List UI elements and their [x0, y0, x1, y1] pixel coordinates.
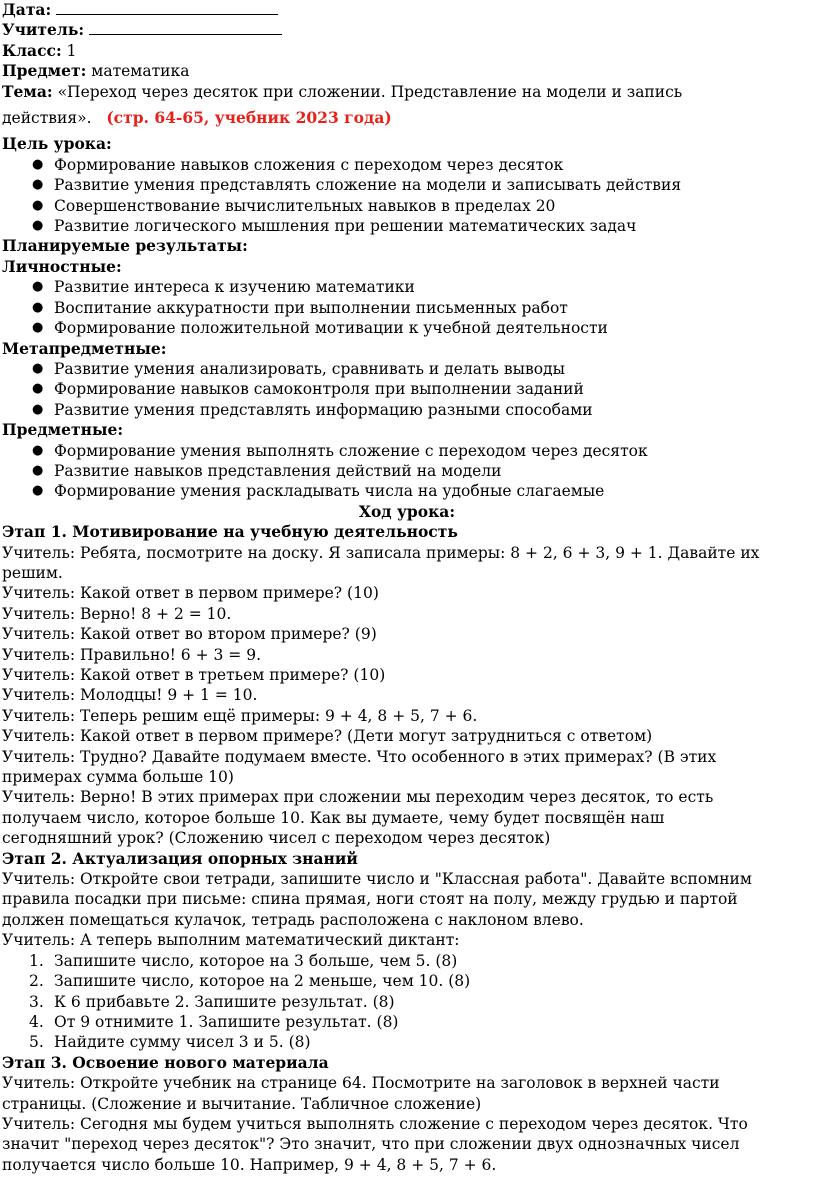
date-label: Дата: [2, 0, 52, 19]
list-item: ● Развитие логического мышления при решении математических задач [32, 217, 637, 236]
goals-list [2, 155, 812, 237]
text-line: должен помещаться кулачок, тетрадь расположена с наклоном влево. [2, 910, 584, 929]
text-line: значит "переход через десяток"? Это значит, что при сложении двух однозначных чисел [2, 1135, 740, 1154]
results-title: Планируемые результаты: [2, 236, 248, 256]
topic-label: Тема: [2, 81, 53, 101]
text-line: Учитель: Какой ответ во втором примере? (9) [2, 625, 377, 644]
list-item: ● Развитие умения представлять сложение на модели и записывать действия [32, 176, 682, 195]
text-line: Учитель: Какой ответ в первом примере? (Дети могут затрудниться с ответом) [2, 727, 653, 746]
class-label: Класс: [2, 40, 62, 60]
stage3-title: Этап 3. Освоение нового материала [2, 1052, 329, 1072]
personal-results-list [2, 277, 812, 338]
text-line: Учитель: Откройте учебник на странице 64. Посмотрите на заголовок в верхней части [2, 1074, 720, 1093]
stage2-text [2, 869, 812, 951]
topic-row-2 [2, 108, 812, 128]
text-line: решим. [2, 563, 63, 582]
subject-value: математика [91, 62, 190, 81]
subject-row [2, 61, 812, 81]
text-line: сегодняшний урок? (Сложению чисел с переходом через десяток) [2, 829, 551, 848]
date-blank-line [56, 0, 278, 15]
text-line: Учитель: Какой ответ в первом примере? (10) [2, 584, 379, 603]
list-item: ● Развитие навыков представления действий на модели [32, 461, 502, 480]
list-item: ● Развитие умения представлять информацию разными способами [32, 400, 593, 419]
stage2-title: Этап 2. Актуализация опорных знаний [2, 848, 358, 868]
meta-title: Метапредметные: [2, 338, 167, 358]
list-item: ● Формирование положительной мотивации к учебной деятельности [32, 319, 608, 338]
text-line: Учитель: Теперь решим ещё примеры: 9 + 4, 8 + 5, 7 + 6. [2, 706, 478, 725]
subject-results-title: Предметные: [2, 420, 124, 440]
teacher-row [2, 20, 812, 40]
subject-results-list [2, 441, 812, 502]
text-line: Учитель: Молодцы! 9 + 1 = 10. [2, 686, 258, 705]
topic-line2: действия». [2, 109, 92, 128]
text-line: Учитель: А теперь выполним математический диктант: [2, 931, 460, 950]
text-line: Учитель: Какой ответ в третьем примере? (10) [2, 666, 386, 684]
list-item: 1. Запишите число, которое на 3 больше, чем 5. (8) [29, 951, 458, 970]
goals-title: Цель урока: [2, 134, 112, 154]
text-line: Учитель: Ребята, посмотрите на доску. Я записала примеры: 8 + 2, 6 + 3, 9 + 1. Давайте их [2, 543, 760, 562]
stage1-text [2, 543, 812, 849]
text-line: получаем число, которое больше 10. Как вы думаете, чему будет посвящён наш [2, 808, 665, 827]
list-item: 3. К 6 прибавьте 2. Запишите результат. (8) [29, 992, 395, 1011]
text-line: правила посадки при письме: спина прямая, ноги стоят на полу, между грудью и партой [2, 890, 738, 909]
text-line: Учитель: Верно! В этих примерах при сложении мы переходим через десяток, то есть [2, 788, 714, 807]
list-item: 2. Запишите число, которое на 2 меньше, чем 10. (8) [29, 972, 471, 991]
personal-title: Личностные: [2, 256, 122, 276]
list-item: ● Формирование умения выполнять сложение с переходом через десяток [32, 441, 648, 460]
text-line: примерах сумма больше 10) [2, 768, 234, 787]
text-line: Учитель: Верно! 8 + 2 = 10. [2, 604, 232, 623]
list-item: ● Формирование умения раскладывать числа на удобные слагаемые [32, 482, 605, 501]
list-item: ● Формирование навыков сложения с переходом через десяток [32, 155, 564, 174]
list-item: ● Воспитание аккуратности при выполнении письменных работ [32, 298, 568, 317]
text-line: Учитель: Трудно? Давайте подумаем вместе. Что особенного в этих примерах? (В этих [2, 747, 717, 766]
text-line: Учитель: Откройте свои тетради, запишите число и "Классная работа". Давайте вспомним [2, 870, 752, 889]
list-item: 5. Найдите сумму чисел 3 и 5. (8) [29, 1033, 311, 1052]
topic-line1: «Переход через десяток при сложении. Представление на модели и запись [57, 82, 683, 101]
text-line: страницы. (Сложение и вычитание. Табличное сложение) [2, 1094, 482, 1113]
text-line: получается число больше 10. Например, 9 + 4, 8 + 5, 7 + 6. [2, 1155, 497, 1174]
dictation-list [2, 951, 812, 1053]
text-line: Учитель: Сегодня мы будем учиться выполнять сложение с переходом через десяток. Что [2, 1114, 748, 1133]
subject-label: Предмет: [2, 61, 87, 81]
list-item: ● Развитие умения анализировать, сравнивать и делать выводы [32, 359, 565, 378]
topic-row [2, 82, 812, 102]
list-item: 4. От 9 отнимите 1. Запишите результат. (8) [29, 1012, 399, 1031]
meta-results-list [2, 359, 812, 420]
list-item: ● Совершенствование вычислительных навыков в пределах 20 [32, 196, 556, 215]
text-line: Учитель: Правильно! 6 + 3 = 9. [2, 645, 261, 664]
class-row [2, 41, 812, 61]
stage3-text [2, 1073, 812, 1175]
list-item: ● Формирование навыков самоконтроля при выполнении заданий [32, 380, 584, 399]
teacher-label: Учитель: [2, 20, 85, 40]
list-item: ● Развитие интереса к изучению математики [32, 278, 415, 297]
teacher-blank-line [89, 20, 282, 35]
date-row [2, 0, 812, 20]
stage1-title: Этап 1. Мотивирование на учебную деятельность [2, 522, 458, 542]
lesson-course-title: Ход урока: [358, 501, 456, 521]
topic-source: (стр. 64-65, учебник 2023 года) [106, 108, 392, 128]
class-value: 1 [66, 41, 77, 60]
